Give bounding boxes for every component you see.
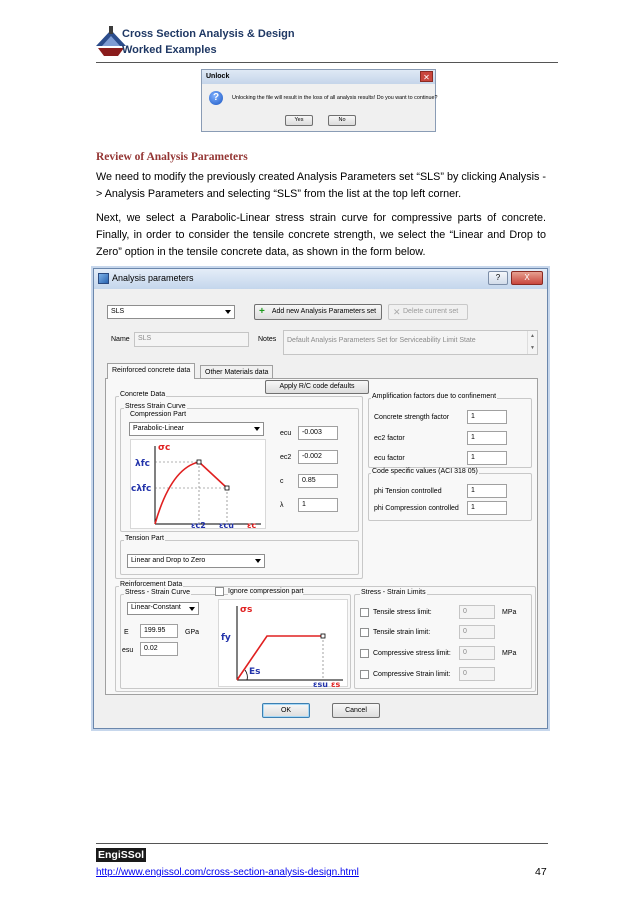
window-icon (98, 273, 109, 284)
compressive-stress-checkbox[interactable] (360, 649, 369, 658)
help-button[interactable]: ? (488, 271, 508, 285)
fy-label: fy (221, 633, 231, 643)
ec2-factor-input[interactable]: 1 (467, 431, 507, 445)
footer-divider (96, 843, 548, 844)
analysis-parameters-window (93, 268, 548, 729)
ignore-compression-label: Ignore compression part (228, 588, 304, 595)
notes-field[interactable]: Default Analysis Parameters Set for Serviceability Limit State (283, 330, 538, 355)
tensile-stress-input[interactable]: 0 (459, 605, 495, 619)
concrete-curve-svg (131, 440, 267, 530)
c-lambda-fc-label: cλfc (131, 484, 152, 494)
close-icon[interactable]: ✕ (420, 71, 433, 82)
es-axis-label: εs (331, 680, 341, 688)
tensile-strain-input[interactable]: 0 (459, 625, 495, 639)
esu-input[interactable]: 0.02 (140, 642, 178, 656)
phi-compression-input[interactable]: 1 (467, 501, 507, 515)
e-label: E (124, 629, 129, 636)
tensile-stress-label: Tensile stress limit: (373, 609, 432, 616)
tensile-strain-label: Tensile strain limit: (373, 629, 431, 636)
tension-part-title: Tension Part (125, 535, 164, 542)
strength-factor-label: Concrete strength factor (374, 414, 450, 421)
esu-label: esu (122, 647, 134, 654)
linear-branch (199, 462, 227, 488)
notes-label: Notes (258, 336, 277, 343)
compression-curve-select[interactable] (129, 422, 264, 436)
strength-factor-input[interactable]: 1 (467, 410, 507, 424)
compressive-stress-input[interactable]: 0 (459, 646, 495, 660)
chevron-down-icon (225, 310, 231, 314)
reinforcement-data-title: Reinforcement Data (120, 581, 183, 588)
code-specific-title: Code specific values (ACI 318 05) (372, 468, 478, 475)
chevron-up-icon: ▲ (530, 333, 535, 339)
e-unit-label: GPa (185, 629, 200, 636)
steel-stress-strain-title: Stress - Strain Curve (125, 589, 190, 596)
delete-icon: ✕ (393, 307, 401, 317)
concrete-curve-plot (130, 439, 266, 529)
es-slope-label: Es (249, 667, 261, 677)
tensile-stress-checkbox[interactable] (360, 608, 369, 617)
notes-scrollbar[interactable] (527, 331, 537, 354)
compression-curve-value: Parabolic-Linear (133, 425, 184, 432)
cancel-button[interactable]: Cancel (332, 703, 380, 718)
question-icon: ? (209, 91, 223, 105)
paragraph-1: We need to modify the previously created Analysis Parameters set “SLS” by clicking Analysis -> Analysis Parameters and selecting “SLS” from the list at the top left corner. (96, 171, 546, 200)
parameter-set-select[interactable] (107, 305, 235, 319)
ecu-factor-input[interactable]: 1 (467, 451, 507, 465)
ec-axis-label: εc (247, 521, 257, 530)
ec2-label: ec2 (280, 454, 292, 461)
lambda-input[interactable]: 1 (298, 498, 338, 512)
phi-tension-input[interactable]: 1 (467, 484, 507, 498)
ignore-compression-checkbox[interactable] (215, 587, 224, 596)
ecu-input[interactable]: -0.003 (298, 426, 338, 440)
ecu-factor-label: ecu factor (374, 455, 405, 462)
unlock-dialog-title: Unlock (202, 70, 435, 84)
e-input[interactable]: 199.95 (140, 624, 178, 638)
tension-curve-select[interactable] (127, 554, 265, 568)
steel-curve-value: Linear-Constant (131, 604, 181, 611)
tensile-stress-unit: MPa (502, 609, 517, 616)
no-button[interactable]: No (328, 115, 356, 126)
esu-axis-label: εsu (313, 680, 328, 688)
delete-set-label: Delete current set (403, 308, 459, 315)
steel-curve-select[interactable] (127, 602, 199, 615)
chevron-down-icon: ▼ (530, 345, 535, 351)
window-titlebar (94, 269, 547, 289)
amplification-title: Amplification factors due to confinement (372, 393, 497, 400)
delete-set-button[interactable] (388, 304, 468, 320)
compression-part-title: Compression Part (130, 411, 187, 418)
steel-curve-svg (219, 600, 349, 688)
footer-logo: EngiSSol (98, 849, 145, 861)
phi-compression-label: phi Compression controlled (374, 505, 459, 512)
parameter-set-value: SLS (111, 308, 125, 315)
tab-reinforced-concrete[interactable]: Reinforced concrete data (107, 363, 195, 379)
sigma-c-label: σc (158, 443, 171, 453)
parabolic-branch (155, 462, 199, 524)
header-divider (96, 62, 558, 63)
chevron-down-icon (255, 559, 261, 563)
chevron-down-icon (189, 607, 195, 611)
tension-curve-value: Linear and Drop to Zero (131, 557, 206, 564)
tab-other-materials[interactable]: Other Materials data (200, 365, 273, 379)
tensile-strain-checkbox[interactable] (360, 628, 369, 637)
window-title: Analysis parameters (112, 273, 194, 283)
close-button[interactable]: X (511, 271, 543, 285)
header-title: Cross Section Analysis & Design (122, 28, 295, 40)
unlock-dialog (201, 69, 436, 132)
concrete-data-title: Concrete Data (120, 391, 166, 398)
page-number: 47 (535, 866, 547, 878)
c-label: c (280, 478, 284, 485)
yes-button[interactable]: Yes (285, 115, 313, 126)
unlock-message: Unlocking the file will result in the loss of all analysis results! Do you want to continue? (232, 95, 438, 101)
add-set-button[interactable] (254, 304, 382, 320)
lambda-fc-label: λfc (135, 459, 150, 469)
plus-icon: + (259, 306, 265, 317)
ec2-axis-label: εc2 (191, 521, 206, 530)
steel-curve-plot (218, 599, 348, 687)
ec2-factor-label: ec2 factor (374, 435, 405, 442)
sigma-s-label: σs (240, 605, 253, 615)
ec2-input[interactable]: -0.002 (298, 450, 338, 464)
header-subtitle: Worked Examples (122, 44, 217, 56)
lambda-label: λ (280, 502, 284, 509)
ecu-label: ecu (280, 430, 292, 437)
code-specific-group (368, 473, 532, 521)
compressive-stress-label: Compressive stress limit: (373, 650, 451, 657)
compressive-stress-unit: MPa (502, 650, 517, 657)
stress-strain-title: Stress Strain Curve (125, 403, 186, 410)
name-label: Name (111, 336, 130, 343)
section-heading: Review of Analysis Parameters (96, 151, 248, 163)
paragraph-2: Next, we select a Parabolic-Linear stress strain curve for compressive parts of concrete. Finally, in order to consider the tensile concrete strength, we select the “Linear and Drop to Zero” option in the tensile concrete data, as shown in the form below. (96, 212, 546, 258)
c-input[interactable]: 0.85 (298, 474, 338, 488)
name-field[interactable]: SLS (134, 332, 249, 347)
compressive-strain-checkbox[interactable] (360, 670, 369, 679)
compressive-strain-input[interactable]: 0 (459, 667, 495, 681)
ok-button[interactable]: OK (262, 703, 310, 718)
ecu-axis-label: εcu (219, 521, 234, 530)
footer-url-link[interactable]: http://www.engissol.com/cross-section-analysis-design.html (96, 867, 359, 878)
compressive-strain-label: Compressive Strain limit: (373, 671, 451, 678)
chevron-down-icon (254, 427, 260, 431)
limits-title: Stress - Strain Limits (361, 589, 426, 596)
add-set-label: Add new Analysis Parameters set (271, 308, 377, 315)
phi-tension-label: phi Tension controlled (374, 488, 442, 495)
apply-defaults-button[interactable]: Apply R/C code defaults (265, 380, 369, 394)
